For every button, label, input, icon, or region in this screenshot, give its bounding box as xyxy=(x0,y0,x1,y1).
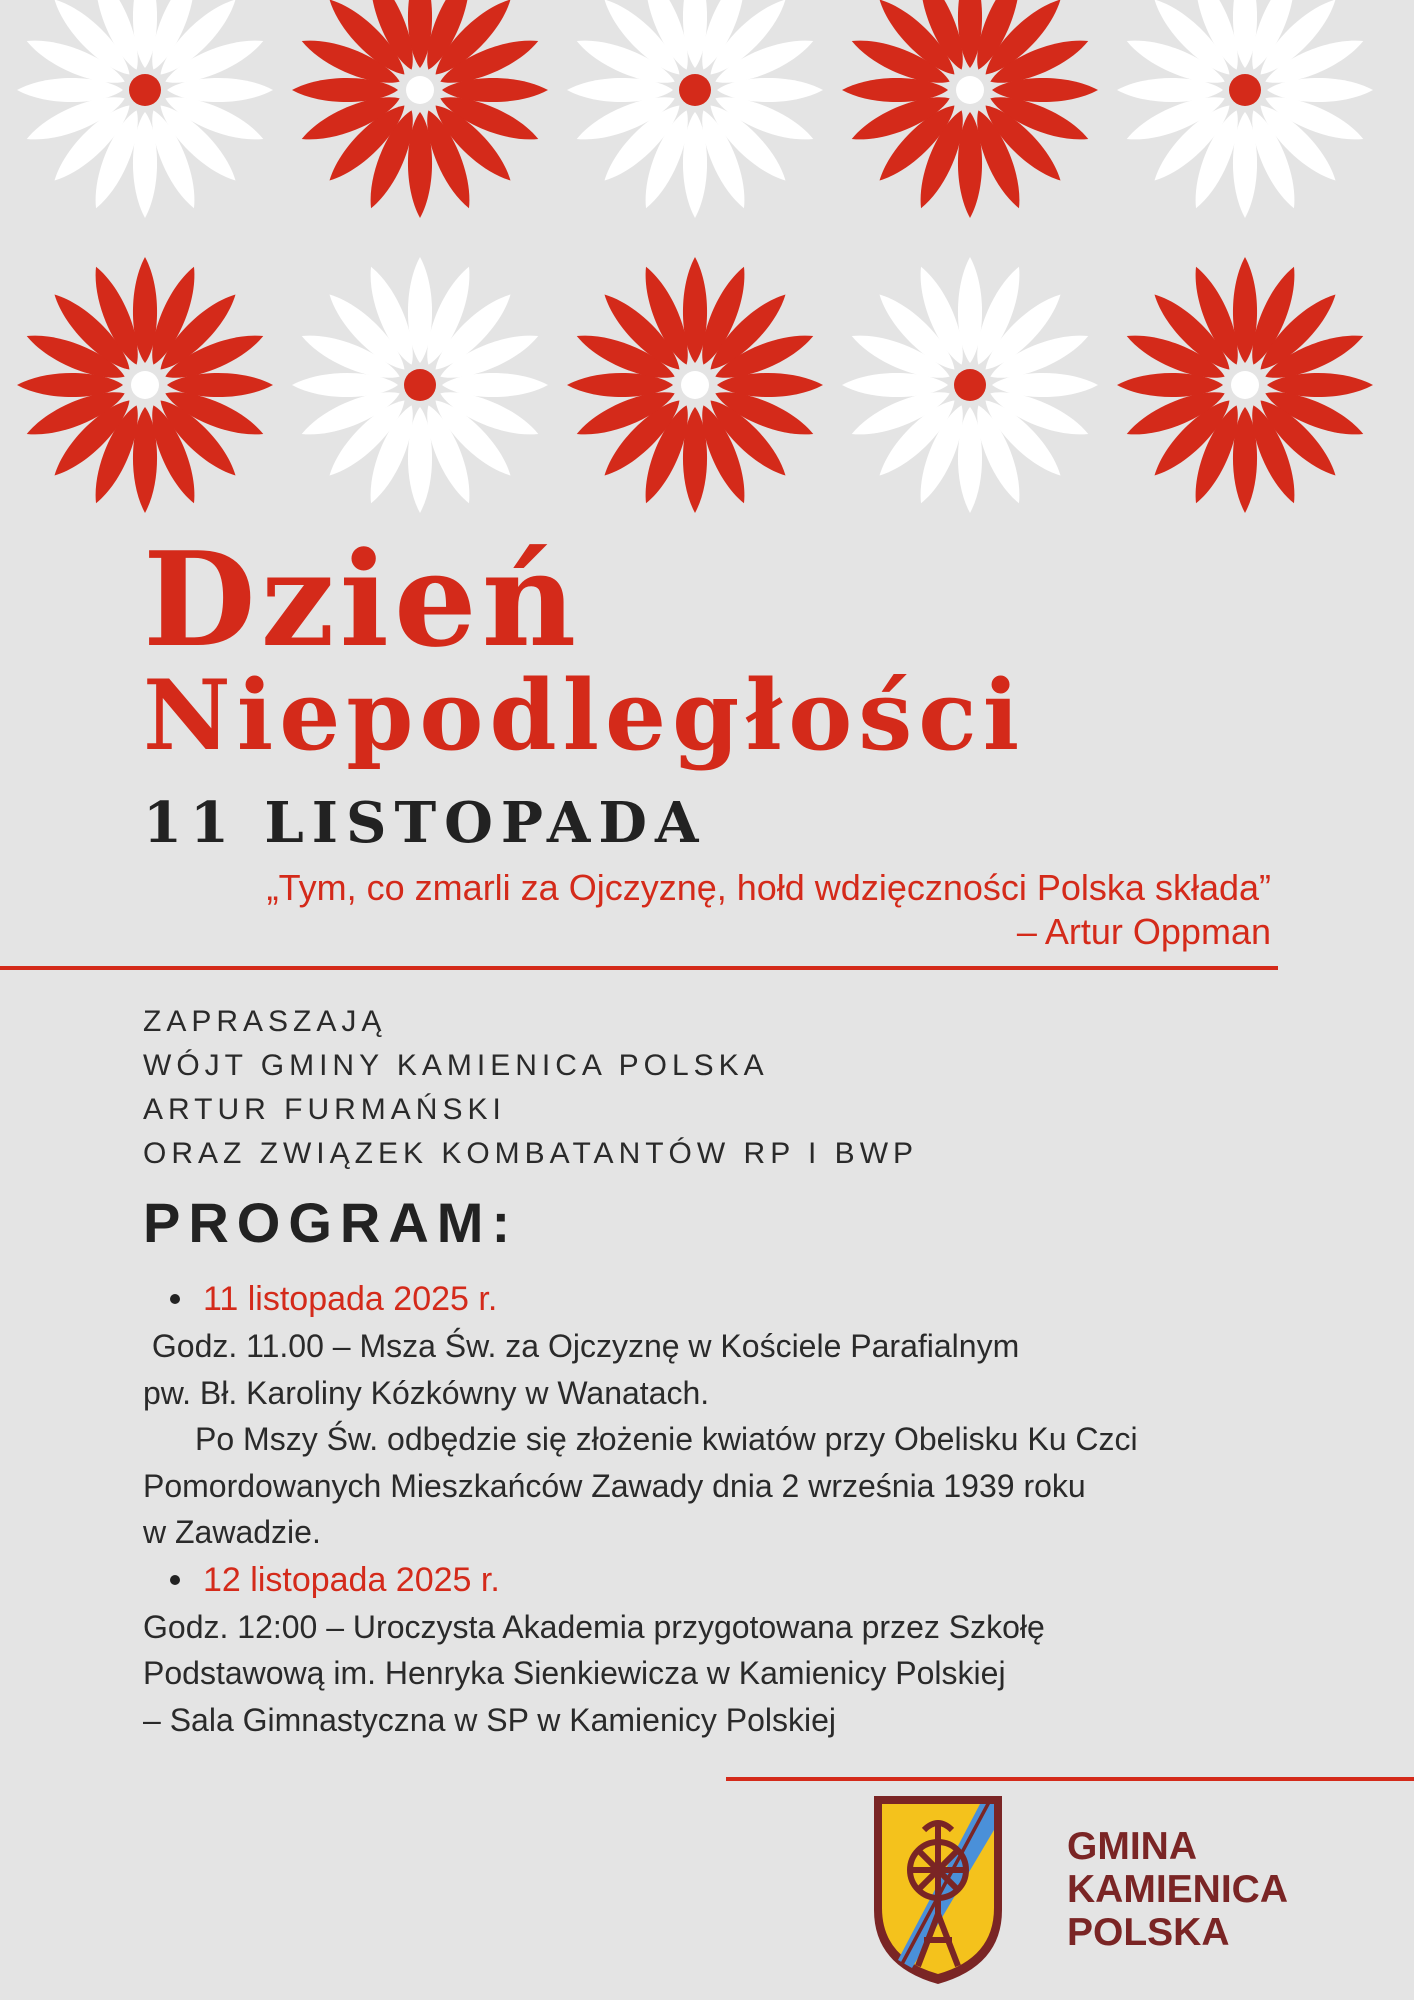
logo-line: GMINA xyxy=(1067,1825,1197,1868)
flower-icon xyxy=(567,257,823,513)
program-line: – Sala Gimnastyczna w SP w Kamienicy Polskiej xyxy=(143,1701,837,1738)
logo-line: KAMIENICA xyxy=(1067,1868,1288,1911)
logo-text xyxy=(1067,1825,1288,1954)
flower-icon xyxy=(842,0,1098,218)
flower-icon xyxy=(567,0,823,218)
title-line-2: Niepodległości xyxy=(143,659,1026,772)
program-line: Po Mszy Św. odbędzie się złożenie kwiatów przy Obelisku Ku Czci xyxy=(195,1421,1138,1457)
invitation-line: WÓJT GMINY KAMIENICA POLSKA xyxy=(143,1049,769,1082)
invitation-block xyxy=(143,1000,918,1176)
program-date-1 xyxy=(203,1275,1323,1323)
event-date: 11 LISTOPADA xyxy=(143,790,707,856)
title-line-1: Dzień xyxy=(143,523,582,676)
bullet-icon xyxy=(170,1575,180,1585)
program-list xyxy=(143,1275,1323,1743)
invitation-line: ORAZ ZWIĄZEK KOMBATANTÓW RP I BWP xyxy=(143,1137,919,1170)
program-line: Godz. 12:00 – Uroczysta Akademia przygotowana przez Szkołę xyxy=(143,1608,1045,1645)
invitation-line: ARTUR FURMAŃSKI xyxy=(143,1093,506,1126)
program-heading: PROGRAM: xyxy=(143,1191,519,1254)
divider-bottom xyxy=(726,1777,1414,1781)
program-date-2 xyxy=(203,1556,1323,1604)
flower-icon xyxy=(1117,257,1373,513)
crest-icon xyxy=(868,1790,1008,1990)
invitation-line: ZAPRASZAJĄ xyxy=(143,1005,387,1038)
program-date-2-text: 12 listopada 2025 r. xyxy=(203,1560,500,1599)
program-line: Pomordowanych Mieszkańców Zawady dnia 2 września 1939 roku xyxy=(143,1467,1086,1504)
flower-pattern xyxy=(0,0,1414,520)
flower-icon xyxy=(292,257,548,513)
logo-line: POLSKA xyxy=(1067,1911,1230,1954)
program-line: Podstawową im. Henryka Sienkiewicza w Kamienicy Polskiej xyxy=(143,1655,1006,1691)
flower-icon xyxy=(17,0,273,218)
quote-author: – Artur Oppman xyxy=(1016,911,1271,952)
flower-icon xyxy=(842,257,1098,513)
flower-icon xyxy=(17,257,273,513)
program-date-1-text: 11 listopada 2025 r. xyxy=(203,1280,498,1318)
program-line: w Zawadzie. xyxy=(143,1514,321,1550)
program-line: pw. Bł. Karoliny Kózkówny w Wanatach. xyxy=(143,1374,710,1411)
flower-icon xyxy=(1117,0,1373,218)
flower-icon xyxy=(292,0,548,218)
program-line: Godz. 11.00 – Msza Św. za Ojczyznę w Kościele Parafialnym xyxy=(143,1328,1020,1364)
quote-text: „Tym, co zmarli za Ojczyznę, hołd wdzięczności Polska składa” xyxy=(266,867,1271,908)
divider-top xyxy=(0,966,1278,970)
bullet-icon xyxy=(170,1294,180,1304)
